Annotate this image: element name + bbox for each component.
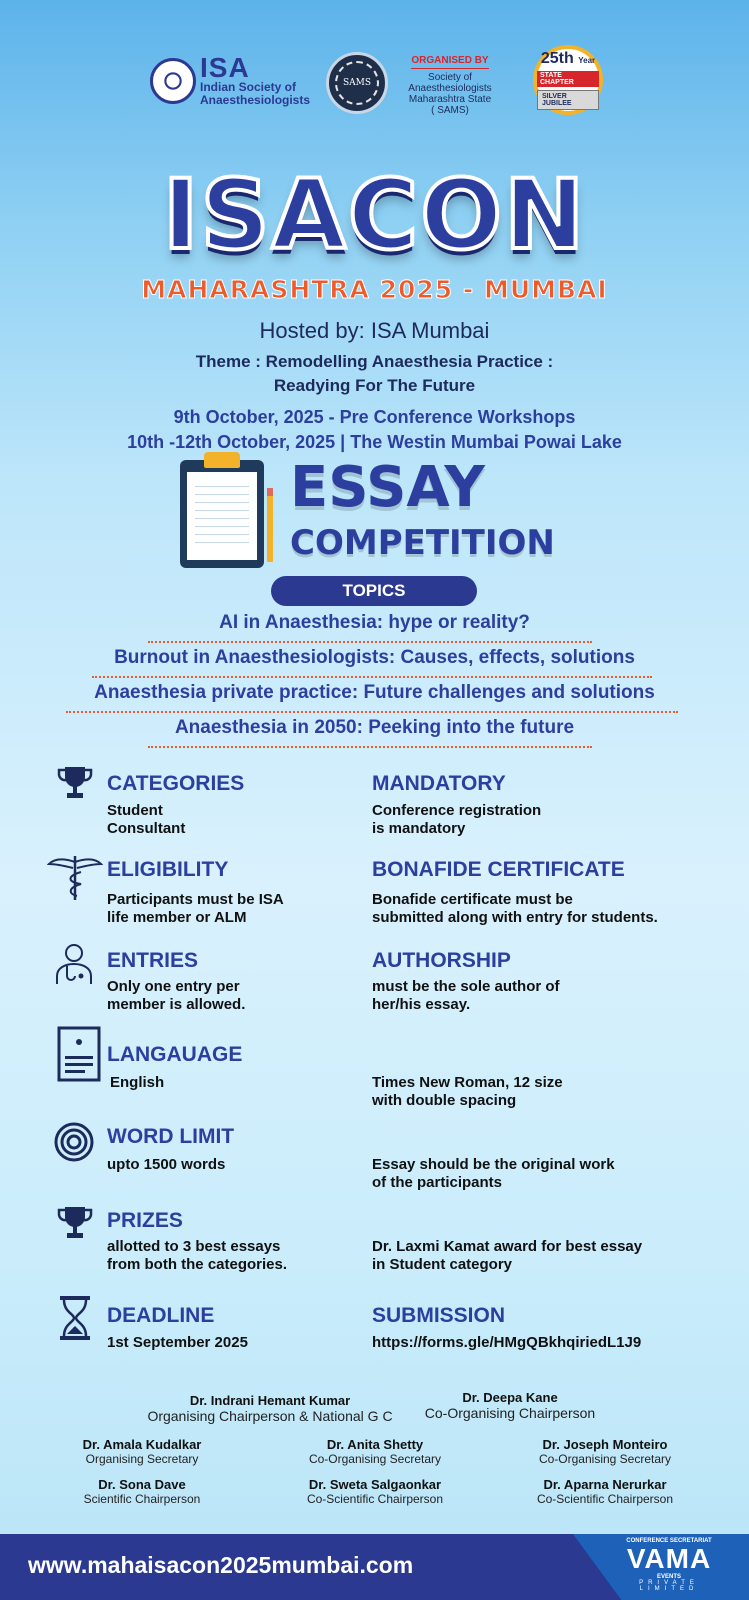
isa-name-line1: Indian Society of	[200, 80, 297, 94]
website-link[interactable]: www.mahaisacon2025mumbai.com	[28, 1552, 414, 1578]
date-line2: 10th -12th October, 2025 | The Westin Mumbai Powai Lake	[127, 432, 622, 452]
cochair-name: Dr. Deepa Kane	[462, 1390, 558, 1405]
member-role: Co-Organising Secretary	[538, 1452, 672, 1466]
word-limit-heading: WORD LIMIT	[107, 1125, 235, 1148]
chair-name: Dr. Indrani Hemant Kumar	[189, 1393, 351, 1408]
silver-jubilee-badge	[533, 45, 603, 115]
member-name: Dr. Sweta Salgaonkar	[308, 1477, 442, 1492]
isa-name-line2: Anaesthesiologists	[200, 93, 311, 107]
theme	[0, 350, 749, 398]
bonafide-heading: BONAFIDE CERTIFICATE	[372, 858, 625, 881]
committee-member	[290, 1437, 460, 1466]
entries-line2: member is allowed.	[107, 996, 246, 1013]
hosted-by: Hosted by: ISA Mumbai	[259, 318, 490, 343]
member-role: Scientific Chairperson	[83, 1492, 201, 1506]
footer	[0, 1534, 749, 1600]
award-line2: in Student category	[372, 1256, 513, 1273]
secretariat-label: CONFERENCE SECRETARIAT	[626, 1538, 712, 1544]
topics-label: TOPICS	[271, 576, 477, 606]
competition-heading: COMPETITION	[290, 523, 555, 563]
member-role: Organising Secretary	[85, 1452, 199, 1466]
prizes-body	[107, 1238, 287, 1274]
eligibility-heading: ELIGIBILITY	[107, 858, 229, 881]
committee-member	[57, 1477, 227, 1506]
member-role: Co-Organising Secretary	[308, 1452, 442, 1466]
submission-link[interactable]: https://forms.gle/HMgQBkhqiriedL1J9	[372, 1334, 642, 1351]
pencil-icon	[267, 488, 273, 562]
organiser-line2: Anaesthesiologists	[408, 83, 492, 94]
jubilee-chapter: STATE CHAPTER	[537, 71, 599, 87]
categories-body	[107, 802, 185, 838]
prize-trophy-icon	[55, 1203, 95, 1243]
member-name: Dr. Amala Kudalkar	[82, 1437, 202, 1452]
bonafide-line2: submitted along with entry for students.	[372, 909, 658, 926]
topic-divider	[92, 676, 652, 678]
committee-member	[520, 1477, 690, 1506]
event-title: ISACON	[162, 159, 587, 271]
prizes-line2: from both the categories.	[107, 1256, 288, 1273]
jubilee-label: SILVER JUBILEE	[537, 90, 599, 110]
authorship-body	[372, 978, 560, 1014]
jubilee-year: Year	[578, 55, 596, 65]
sams-logo	[326, 52, 388, 114]
organised-by-label: ORGANISED BY	[411, 55, 488, 69]
submission-heading: SUBMISSION	[372, 1304, 506, 1327]
topic-2: Burnout in Anaesthesiologists: Causes, effects, solutions	[114, 647, 635, 668]
format-body	[372, 1074, 563, 1110]
topic-divider	[66, 711, 678, 713]
theme-line1: Theme : Remodelling Anaesthesia Practice :	[195, 352, 554, 371]
sams-logo-text: SAMS	[335, 61, 379, 105]
member-role: Co-Scientific Chairperson	[306, 1492, 444, 1506]
format-line2: with double spacing	[372, 1092, 517, 1109]
eligibility-line2: life member or ALM	[107, 909, 247, 926]
language-body: English	[110, 1074, 165, 1091]
committee-chair	[140, 1393, 400, 1424]
topic-divider	[148, 641, 592, 643]
format-line1: Times New Roman, 12 size	[372, 1074, 563, 1091]
clipboard-icon	[180, 460, 264, 568]
member-name: Dr. Joseph Monteiro	[542, 1437, 668, 1452]
secretariat-logo	[619, 1538, 719, 1592]
authorship-heading: AUTHORSHIP	[372, 949, 511, 972]
caduceus-icon	[47, 852, 103, 904]
vama-pvt: PRIVATE LIMITED	[639, 1580, 699, 1592]
word-limit-body: upto 1500 words	[107, 1156, 226, 1173]
mandatory-line1: Conference registration	[372, 802, 542, 819]
doctor-icon	[53, 942, 95, 986]
topic-1: AI in Anaesthesia: hype or reality?	[219, 612, 530, 633]
member-name: Dr. Aparna Nerurkar	[543, 1477, 667, 1492]
topic-3: Anaesthesia private practice: Future challenges and solutions	[94, 682, 655, 703]
organiser-line3: Maharashtra State	[408, 94, 492, 105]
member-role: Co-Scientific Chairperson	[536, 1492, 674, 1506]
award-line1: Dr. Laxmi Kamat award for best essay	[372, 1238, 643, 1255]
theme-line2: Readying For The Future	[273, 376, 476, 395]
committee-member	[290, 1477, 460, 1506]
chair-role: Organising Chairperson & National G C	[147, 1408, 393, 1424]
isa-logo	[150, 52, 311, 107]
topic-divider	[148, 746, 592, 748]
deadline-date: 1st September 2025	[107, 1334, 248, 1351]
authorship-line2: her/his essay.	[372, 996, 471, 1013]
topic-4: Anaesthesia in 2050: Peeking into the future	[174, 717, 575, 738]
event-dates	[0, 405, 749, 455]
vama-sub: EVENTS	[656, 1574, 681, 1580]
bonafide-body	[372, 891, 658, 927]
prizes-line1: allotted to 3 best essays	[107, 1238, 281, 1255]
deadline-heading: DEADLINE	[107, 1304, 215, 1327]
hourglass-icon	[58, 1294, 92, 1342]
prizes-heading: PRIZES	[107, 1209, 183, 1232]
document-icon	[55, 1026, 103, 1082]
trophy-icon	[55, 763, 95, 803]
mandatory-line2: is mandatory	[372, 820, 466, 837]
mandatory-heading: MANDATORY	[372, 772, 506, 795]
language-heading: LANGAUAGE	[107, 1043, 243, 1066]
member-name: Dr. Anita Shetty	[326, 1437, 424, 1452]
vama-brand: VAMA	[626, 1543, 712, 1574]
award-body	[372, 1238, 642, 1274]
committee-member	[57, 1437, 227, 1466]
entries-line1: Only one entry per	[107, 978, 240, 995]
cochair-role: Co-Organising Chairperson	[424, 1405, 596, 1421]
event-subtitle: MAHARASHTRA 2025 - MUMBAI	[141, 275, 608, 304]
entries-body	[107, 978, 245, 1014]
eligibility-line1: Participants must be ISA	[107, 891, 284, 908]
entries-heading: ENTRIES	[107, 949, 199, 972]
original-work-body	[372, 1156, 615, 1192]
committee-cochair	[410, 1390, 610, 1421]
member-name: Dr. Sona Dave	[98, 1477, 186, 1492]
jubilee-number: 25th	[540, 49, 574, 67]
essay-heading: ESSAY	[290, 455, 485, 520]
bonafide-line1: Bonafide certificate must be	[372, 891, 573, 908]
isa-emblem-icon	[150, 58, 196, 104]
target-icon	[54, 1122, 94, 1162]
organiser-block	[400, 50, 500, 116]
original-line2: of the participants	[372, 1174, 503, 1191]
date-line1: 9th October, 2025 - Pre Conference Workshops	[173, 407, 576, 427]
authorship-line1: must be the sole author of	[372, 978, 560, 995]
categories-heading: CATEGORIES	[107, 772, 245, 795]
eligibility-body	[107, 891, 284, 927]
isa-abbr: ISA	[200, 52, 250, 83]
categories-line2: Consultant	[107, 820, 186, 837]
original-line1: Essay should be the original work	[372, 1156, 615, 1173]
categories-line1: Student	[107, 802, 163, 819]
organiser-line4: ( SAMS)	[431, 105, 469, 116]
mandatory-body	[372, 802, 541, 838]
committee-member	[520, 1437, 690, 1466]
organiser-line1: Society of	[428, 72, 472, 83]
